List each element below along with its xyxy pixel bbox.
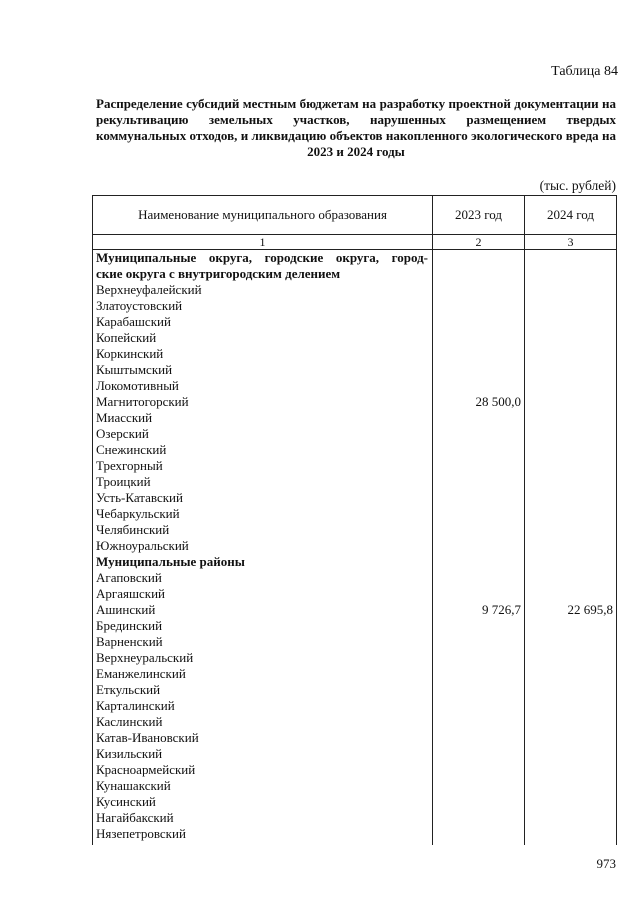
group2-list [93,570,432,842]
group-heading-okruga-cont: ские округа с внутригородским делением [96,266,341,281]
municipality-name: Аргаяшский [96,586,165,601]
column-2024 [525,250,617,846]
municipality-name: Магнитогорский [96,394,189,409]
municipality-name: Чебаркульский [96,506,180,521]
units-label: (тыс. рублей) [539,178,616,193]
column-number-row [93,235,617,250]
column-2023 [433,250,525,846]
municipality-name: Кизильский [96,746,163,761]
municipality-name: Кыштымский [96,362,173,377]
table-number-label: Таблица 84 [551,64,618,79]
municipality-name: Красноармейский [96,762,196,777]
header-2023: 2023 год [433,196,525,235]
municipality-name: Верхнеуфалейский [96,282,202,297]
page-number: 973 [596,856,616,871]
group2-total-2024: 22 695,8 [567,602,613,617]
municipality-name: Златоустовский [96,298,183,313]
table-title: Распределение субсидий местным бюджетам на разработку проектной документации на рекультивацию земельных участков, нарушенных размещением твердых коммунальных отходов, и ликвидацию объектов накопленного экологического вреда на 2023 и 2024 годы [96,96,616,159]
municipality-name: Катав-Ивановский [96,730,199,745]
municipality-name: Троицкий [96,474,151,489]
column-number-1: 1 [93,235,433,250]
municipality-name: Карталинский [96,698,175,713]
municipality-name: Снежинский [96,442,167,457]
municipality-name: Озерский [96,426,149,441]
municipality-name: Нагайбакский [96,810,174,825]
municipality-name: Верхнеуральский [96,650,194,665]
municipality-name: Локомотивный [96,378,179,393]
municipality-name: Южноуральский [96,538,189,553]
municipality-name: Агаповский [96,570,162,585]
municipality-name: Варненский [96,634,163,649]
municipality-name: Брединский [96,618,163,633]
column-number-3: 3 [525,235,617,250]
table-body-row [93,250,617,846]
header-name: Наименование муниципального образования [93,196,433,235]
municipality-name: Еткульский [96,682,161,697]
municipality-name: Карабашский [96,314,171,329]
header-2024: 2024 год [525,196,617,235]
municipality-name: Усть-Катавский [96,490,183,505]
municipality-name: Копейский [96,330,157,345]
name-column [93,250,433,846]
group-heading-okruga: Муниципальные округа, городские округа, город- [96,250,428,265]
group-heading-rayony: Муниципальные районы [96,554,245,569]
group1-list [93,282,432,554]
municipality-name: Каслинский [96,714,163,729]
column-number-2: 2 [433,235,525,250]
subsidy-table [92,195,617,845]
header-row [93,196,617,235]
municipality-name: Нязепетровский [96,826,186,841]
municipality-name: Миасский [96,410,153,425]
group2-total-2023: 9 726,7 [482,602,521,617]
municipality-name: Коркинский [96,346,164,361]
municipality-name: Трехгорный [96,458,163,473]
municipality-name: Кусинский [96,794,156,809]
municipality-name: Ашинский [96,602,156,617]
group1-total-2023: 28 500,0 [475,394,521,409]
municipality-name: Кунашакский [96,778,171,793]
municipality-name: Челябинский [96,522,170,537]
municipality-name: Еманжелинский [96,666,186,681]
